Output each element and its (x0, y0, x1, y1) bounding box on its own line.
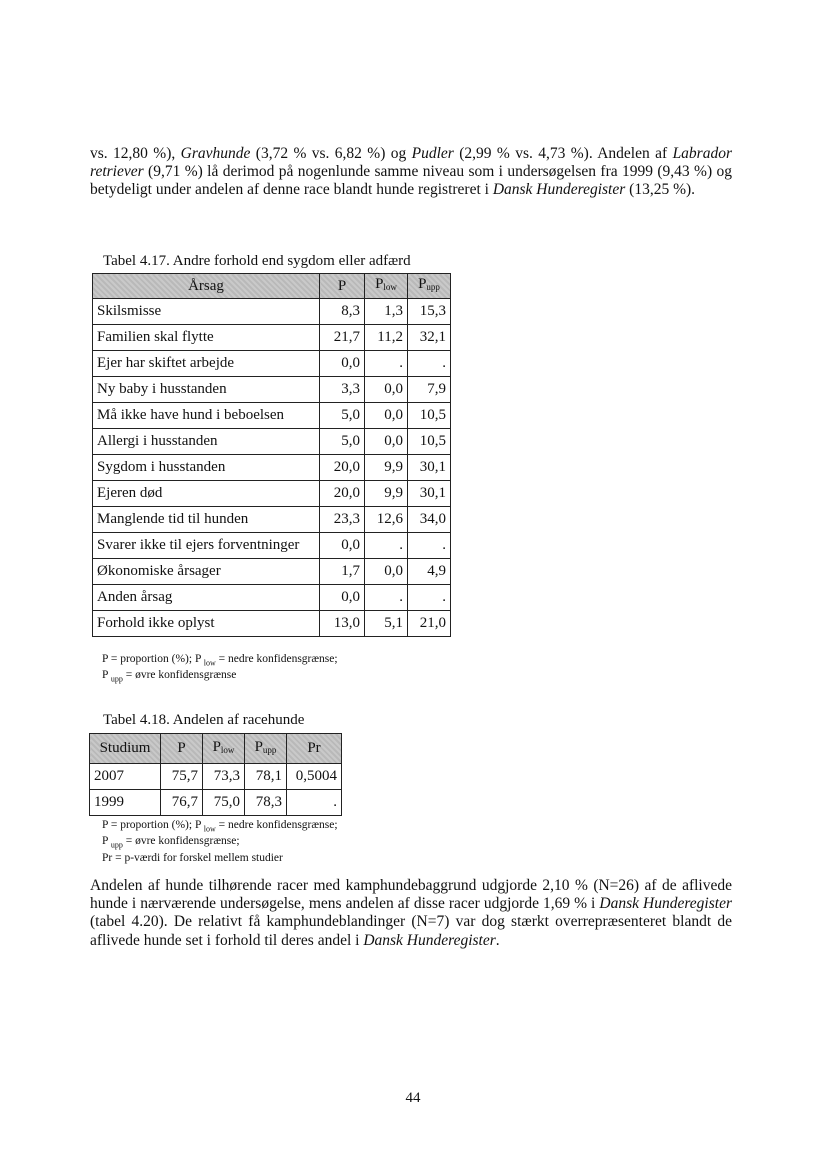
cell-p-low: 0,0 (365, 377, 408, 403)
note-sub: low (203, 658, 216, 668)
cell-p-upp: 10,5 (408, 429, 451, 455)
header-sub: low (383, 282, 397, 292)
table-row (90, 790, 342, 816)
register-name: Dansk Hunderegister (492, 181, 626, 199)
header-label: P (375, 276, 384, 292)
table-row (93, 533, 451, 559)
cell-p: 20,0 (320, 455, 365, 481)
cell-p-upp: 15,3 (408, 299, 451, 325)
cell-p: 0,0 (320, 585, 365, 611)
row-label: Forhold ikke oplyst (93, 611, 320, 637)
header-p: P (161, 734, 203, 764)
row-label: Anden årsag (93, 585, 320, 611)
cell-p-low: 0,0 (365, 403, 408, 429)
cell-p-upp: . (408, 585, 451, 611)
row-label: Må ikke have hund i beboelsen (93, 403, 320, 429)
cell-p-low: 73,3 (203, 764, 245, 790)
note-text: P = proportion (%); P (102, 819, 204, 831)
cell-studium: 2007 (90, 764, 161, 790)
row-label: Ny baby i husstanden (93, 377, 320, 403)
register-name: Dansk Hunderegister (363, 931, 496, 949)
table-row (93, 559, 451, 585)
cell-p-upp: 78,1 (245, 764, 287, 790)
cell-p-upp: 30,1 (408, 481, 451, 507)
closing-paragraph (90, 877, 732, 950)
cell-p: 0,0 (320, 351, 365, 377)
note-text: = øvre konfidensgrænse (122, 669, 237, 682)
cell-p: 20,0 (320, 481, 365, 507)
cell-p: 21,7 (320, 325, 365, 351)
note-text: = nedre konfidensgrænse; (215, 819, 338, 831)
cell-p-upp: 32,1 (408, 325, 451, 351)
table-header-row (90, 734, 342, 764)
header-sub: low (220, 744, 235, 755)
cell-p-upp: 4,9 (408, 559, 451, 585)
cell-p-low: 12,6 (365, 507, 408, 533)
cell-p-low: . (365, 351, 408, 377)
header-pr: Pr (287, 734, 342, 764)
table-4-17 (92, 273, 451, 637)
breed-name: Pudler (411, 145, 454, 162)
row-label: Ejeren død (93, 481, 320, 507)
note-sub: upp (110, 840, 123, 850)
table-row (93, 325, 451, 351)
cell-p: 3,3 (320, 377, 365, 403)
text-run: (tabel 4.20). De relativt få kamphundeblandinger (N=7) var dog stærkt overrepræsenteret blandt de aflivede hunde set i forhold til deres andel i (90, 913, 732, 949)
header-p-low (365, 274, 408, 299)
breed-name: Labrador retriever (90, 145, 732, 181)
text-run: (9,71 %) lå derimod på nogenlunde samme niveau som i undersøgelsen fra 1999 (9,43 %) og betydeligt under andelen af denne race blandt hunde registreret i (90, 163, 732, 199)
cell-p-low: 75,0 (203, 790, 245, 816)
header-p-upp (245, 734, 287, 764)
note-text: Pr = p-værdi for forskel mellem studier (102, 851, 283, 864)
cell-p: 1,7 (320, 559, 365, 585)
row-label: Ejer har skiftet arbejde (93, 351, 320, 377)
cell-p-upp: 21,0 (408, 611, 451, 637)
note-text: P = proportion (%); P (102, 653, 204, 665)
cell-p-upp: 30,1 (408, 455, 451, 481)
cell-p-upp: . (408, 351, 451, 377)
register-name: Dansk Hunderegister (599, 895, 732, 913)
table-4-18-caption: Tabel 4.18. Andelen af racehunde (103, 712, 305, 728)
table-header-row (93, 274, 451, 299)
header-label: P (418, 276, 427, 292)
breed-name: Gravhunde (180, 145, 251, 162)
cell-p: 23,3 (320, 507, 365, 533)
note-text: P (102, 835, 111, 848)
cell-p-upp: 10,5 (408, 403, 451, 429)
table-4-17-note (102, 653, 338, 686)
table-row (93, 429, 451, 455)
cell-p-upp: 78,3 (245, 790, 287, 816)
table-4-17-caption: Tabel 4.17. Andre forhold end sygdom eller adfærd (103, 253, 411, 269)
cell-p-low: 9,9 (365, 455, 408, 481)
table-row (93, 403, 451, 429)
text-run: Andelen af hunde tilhørende racer med kamphundebaggrund udgjorde 2,10 % (N=26) af de aflivede hunde i nærværende undersøgelse, mens andelen af disse racer udgjorde 1,69 % i (90, 877, 732, 913)
cell-p: 13,0 (320, 611, 365, 637)
header-p: P (320, 274, 365, 299)
cell-p-low: 0,0 (365, 559, 408, 585)
row-label: Manglende tid til hunden (93, 507, 320, 533)
table-row (93, 299, 451, 325)
header-label: P (254, 738, 263, 755)
cell-p-upp: . (408, 533, 451, 559)
cell-p-low: 5,1 (365, 611, 408, 637)
note-text: = nedre konfidensgrænse; (215, 653, 338, 665)
table-row (93, 351, 451, 377)
cell-p-low: 0,0 (365, 429, 408, 455)
table-row (93, 481, 451, 507)
cell-p: 8,3 (320, 299, 365, 325)
cell-p: 5,0 (320, 429, 365, 455)
cell-p-low: 11,2 (365, 325, 408, 351)
cell-p-low: 9,9 (365, 481, 408, 507)
cell-p-low: 1,3 (365, 299, 408, 325)
cell-pr: 0,5004 (287, 764, 342, 790)
note-sub: low (203, 824, 216, 834)
header-p-upp (408, 274, 451, 299)
note-text: P (102, 669, 111, 682)
cell-p: 5,0 (320, 403, 365, 429)
cell-p-low: . (365, 585, 408, 611)
cell-p: 0,0 (320, 533, 365, 559)
row-label: Økonomiske årsager (93, 559, 320, 585)
page-number: 44 (405, 1090, 421, 1106)
table-row (93, 507, 451, 533)
text-run: (2,99 % vs. 4,73 %). Andelen af (453, 145, 673, 162)
table-row (93, 585, 451, 611)
header-arsag: Årsag (93, 274, 320, 299)
row-label: Familien skal flytte (93, 325, 320, 351)
header-sub: upp (262, 744, 277, 755)
text-run: (3,72 % vs. 6,82 %) og (250, 145, 412, 162)
table-4-18-note (102, 819, 338, 865)
note-text: = øvre konfidensgrænse; (122, 835, 240, 848)
text-run: . (495, 931, 500, 949)
text-run: (13,25 %). (625, 181, 696, 199)
header-label: P (212, 738, 221, 755)
table-4-18 (89, 733, 342, 816)
intro-paragraph (90, 145, 732, 200)
row-label: Skilsmisse (93, 299, 320, 325)
cell-p-upp: 7,9 (408, 377, 451, 403)
table-row (90, 764, 342, 790)
row-label: Allergi i husstanden (93, 429, 320, 455)
table-row (93, 455, 451, 481)
header-p-low (203, 734, 245, 764)
cell-p-upp: 34,0 (408, 507, 451, 533)
cell-pr: . (287, 790, 342, 816)
cell-p: 75,7 (161, 764, 203, 790)
cell-p-low: . (365, 533, 408, 559)
header-sub: upp (426, 282, 440, 292)
cell-studium: 1999 (90, 790, 161, 816)
header-studium: Studium (90, 734, 161, 764)
note-sub: upp (110, 674, 123, 684)
table-row (93, 377, 451, 403)
row-label: Svarer ikke til ejers forventninger (93, 533, 320, 559)
table-row (93, 611, 451, 637)
cell-p: 76,7 (161, 790, 203, 816)
text-run: vs. 12,80 %), (90, 145, 181, 162)
row-label: Sygdom i husstanden (93, 455, 320, 481)
